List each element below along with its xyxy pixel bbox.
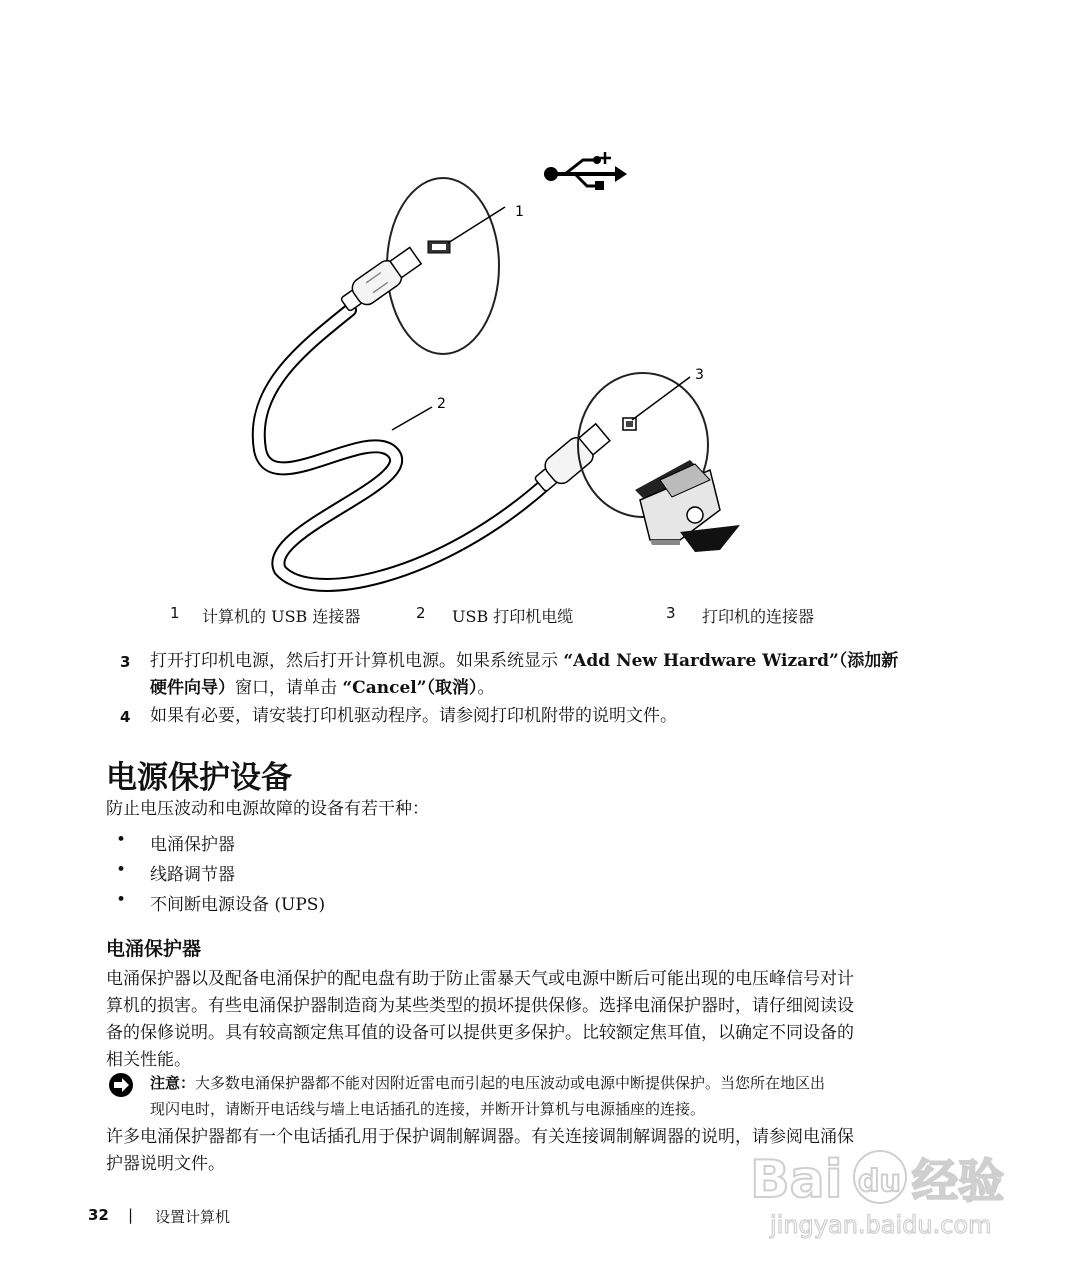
legend-label-3: 打印机的连接器 xyxy=(702,607,815,626)
paragraph-line: 许多电涌保护器都有一个电话插孔用于保护调制解调器。有关连接调制解调器的说明，请参阅电涌保 xyxy=(106,1127,854,1147)
watermark-cn: 经验 xyxy=(912,1154,1004,1208)
watermark-brand: Bai xyxy=(750,1150,843,1210)
page-number: 32 xyxy=(88,1206,109,1224)
usb-b-plug xyxy=(530,421,612,497)
step-3-text-b: 窗口，请单击 xyxy=(235,678,337,698)
paragraph-line: 护器说明文件。 xyxy=(106,1154,225,1174)
notice-text-line2: 现闪电时，请断开电话线与墙上电话插孔的连接，并断开计算机与电源插座的连接。 xyxy=(150,1100,706,1118)
notice-text: 大多数电涌保护器都不能对因附近雷电而引起的电压波动或电源中断提供保护。当您所在地区出 xyxy=(195,1074,826,1092)
figure-legend xyxy=(170,604,870,626)
paragraph-line: 算机的损害。有些电涌保护器制造商为某些类型的损坏提供保修。选择电涌保护器时，请仔细阅读设 xyxy=(106,996,854,1016)
section-title: 电源保护设备 xyxy=(106,760,292,796)
notice-label: 注意： xyxy=(150,1074,196,1092)
legend-num-1: 1 xyxy=(170,604,180,622)
callout-2: 2 xyxy=(437,396,446,412)
callout-1: 1 xyxy=(515,204,524,220)
footer-chapter-title: 设置计算机 xyxy=(155,1208,231,1226)
bullet-glyph: • xyxy=(116,830,127,850)
legend-num-2: 2 xyxy=(416,604,426,622)
footer-separator: | xyxy=(128,1206,134,1224)
paragraph-line: 电涌保护器以及配备电涌保护的配电盘有助于防止雷暴天气或电源中断后可能出现的电压峰信号对计 xyxy=(106,969,854,989)
usb-printer-connection-diagram xyxy=(240,140,780,600)
printer xyxy=(635,460,740,552)
step-3-text-a: 打开打印机电源，然后打开计算机电源。如果系统显示 xyxy=(150,651,558,671)
watermark-paw-text: du xyxy=(858,1164,901,1199)
step-number: 3 xyxy=(120,653,131,671)
callout-3: 3 xyxy=(695,367,704,383)
bullet-glyph: • xyxy=(116,890,127,910)
bullet-text: 线路调节器 xyxy=(150,865,235,885)
usb-icon xyxy=(544,152,627,190)
step-3-wizard-name-cont: 硬件向导） xyxy=(150,678,235,698)
paragraph-line: 相关性能。 xyxy=(106,1050,191,1070)
surge-protector-paragraph xyxy=(106,966,951,1074)
legend-num-3: 3 xyxy=(666,604,676,622)
watermark-url: jingyan.baidu.com xyxy=(770,1211,992,1239)
paragraph-line: 备的保修说明。具有较高额定焦耳值的设备可以提供更多保护。比较额定焦耳值，以确定不同设备的 xyxy=(106,1023,854,1043)
legend-label-1: 计算机的 USB 连接器 xyxy=(202,607,361,626)
bullet-text: 不间断电源设备 (UPS) xyxy=(150,895,326,915)
bullet-glyph: • xyxy=(116,860,127,880)
step-text xyxy=(150,648,950,702)
usb-a-plug xyxy=(337,244,424,316)
notice-arrow-icon xyxy=(108,1072,134,1098)
bullet-text: 电涌保护器 xyxy=(150,835,235,855)
step-3-cancel-label: “Cancel”（取消） xyxy=(342,678,478,698)
baidu-jingyan-watermark xyxy=(740,1135,1050,1245)
step-3-period: 。 xyxy=(477,678,495,698)
step-3-wizard-name: “Add New Hardware Wizard”（添加新 xyxy=(563,651,899,671)
legend-label-2: USB 打印机电缆 xyxy=(452,607,574,626)
section-intro: 防止电压波动和电源故障的设备有若干种： xyxy=(106,799,429,819)
step-number: 4 xyxy=(120,708,131,726)
subsection-title: 电涌保护器 xyxy=(106,938,202,960)
step-text: 如果有必要，请安装打印机驱动程序。请参阅打印机附带的说明文件。 xyxy=(150,706,677,726)
